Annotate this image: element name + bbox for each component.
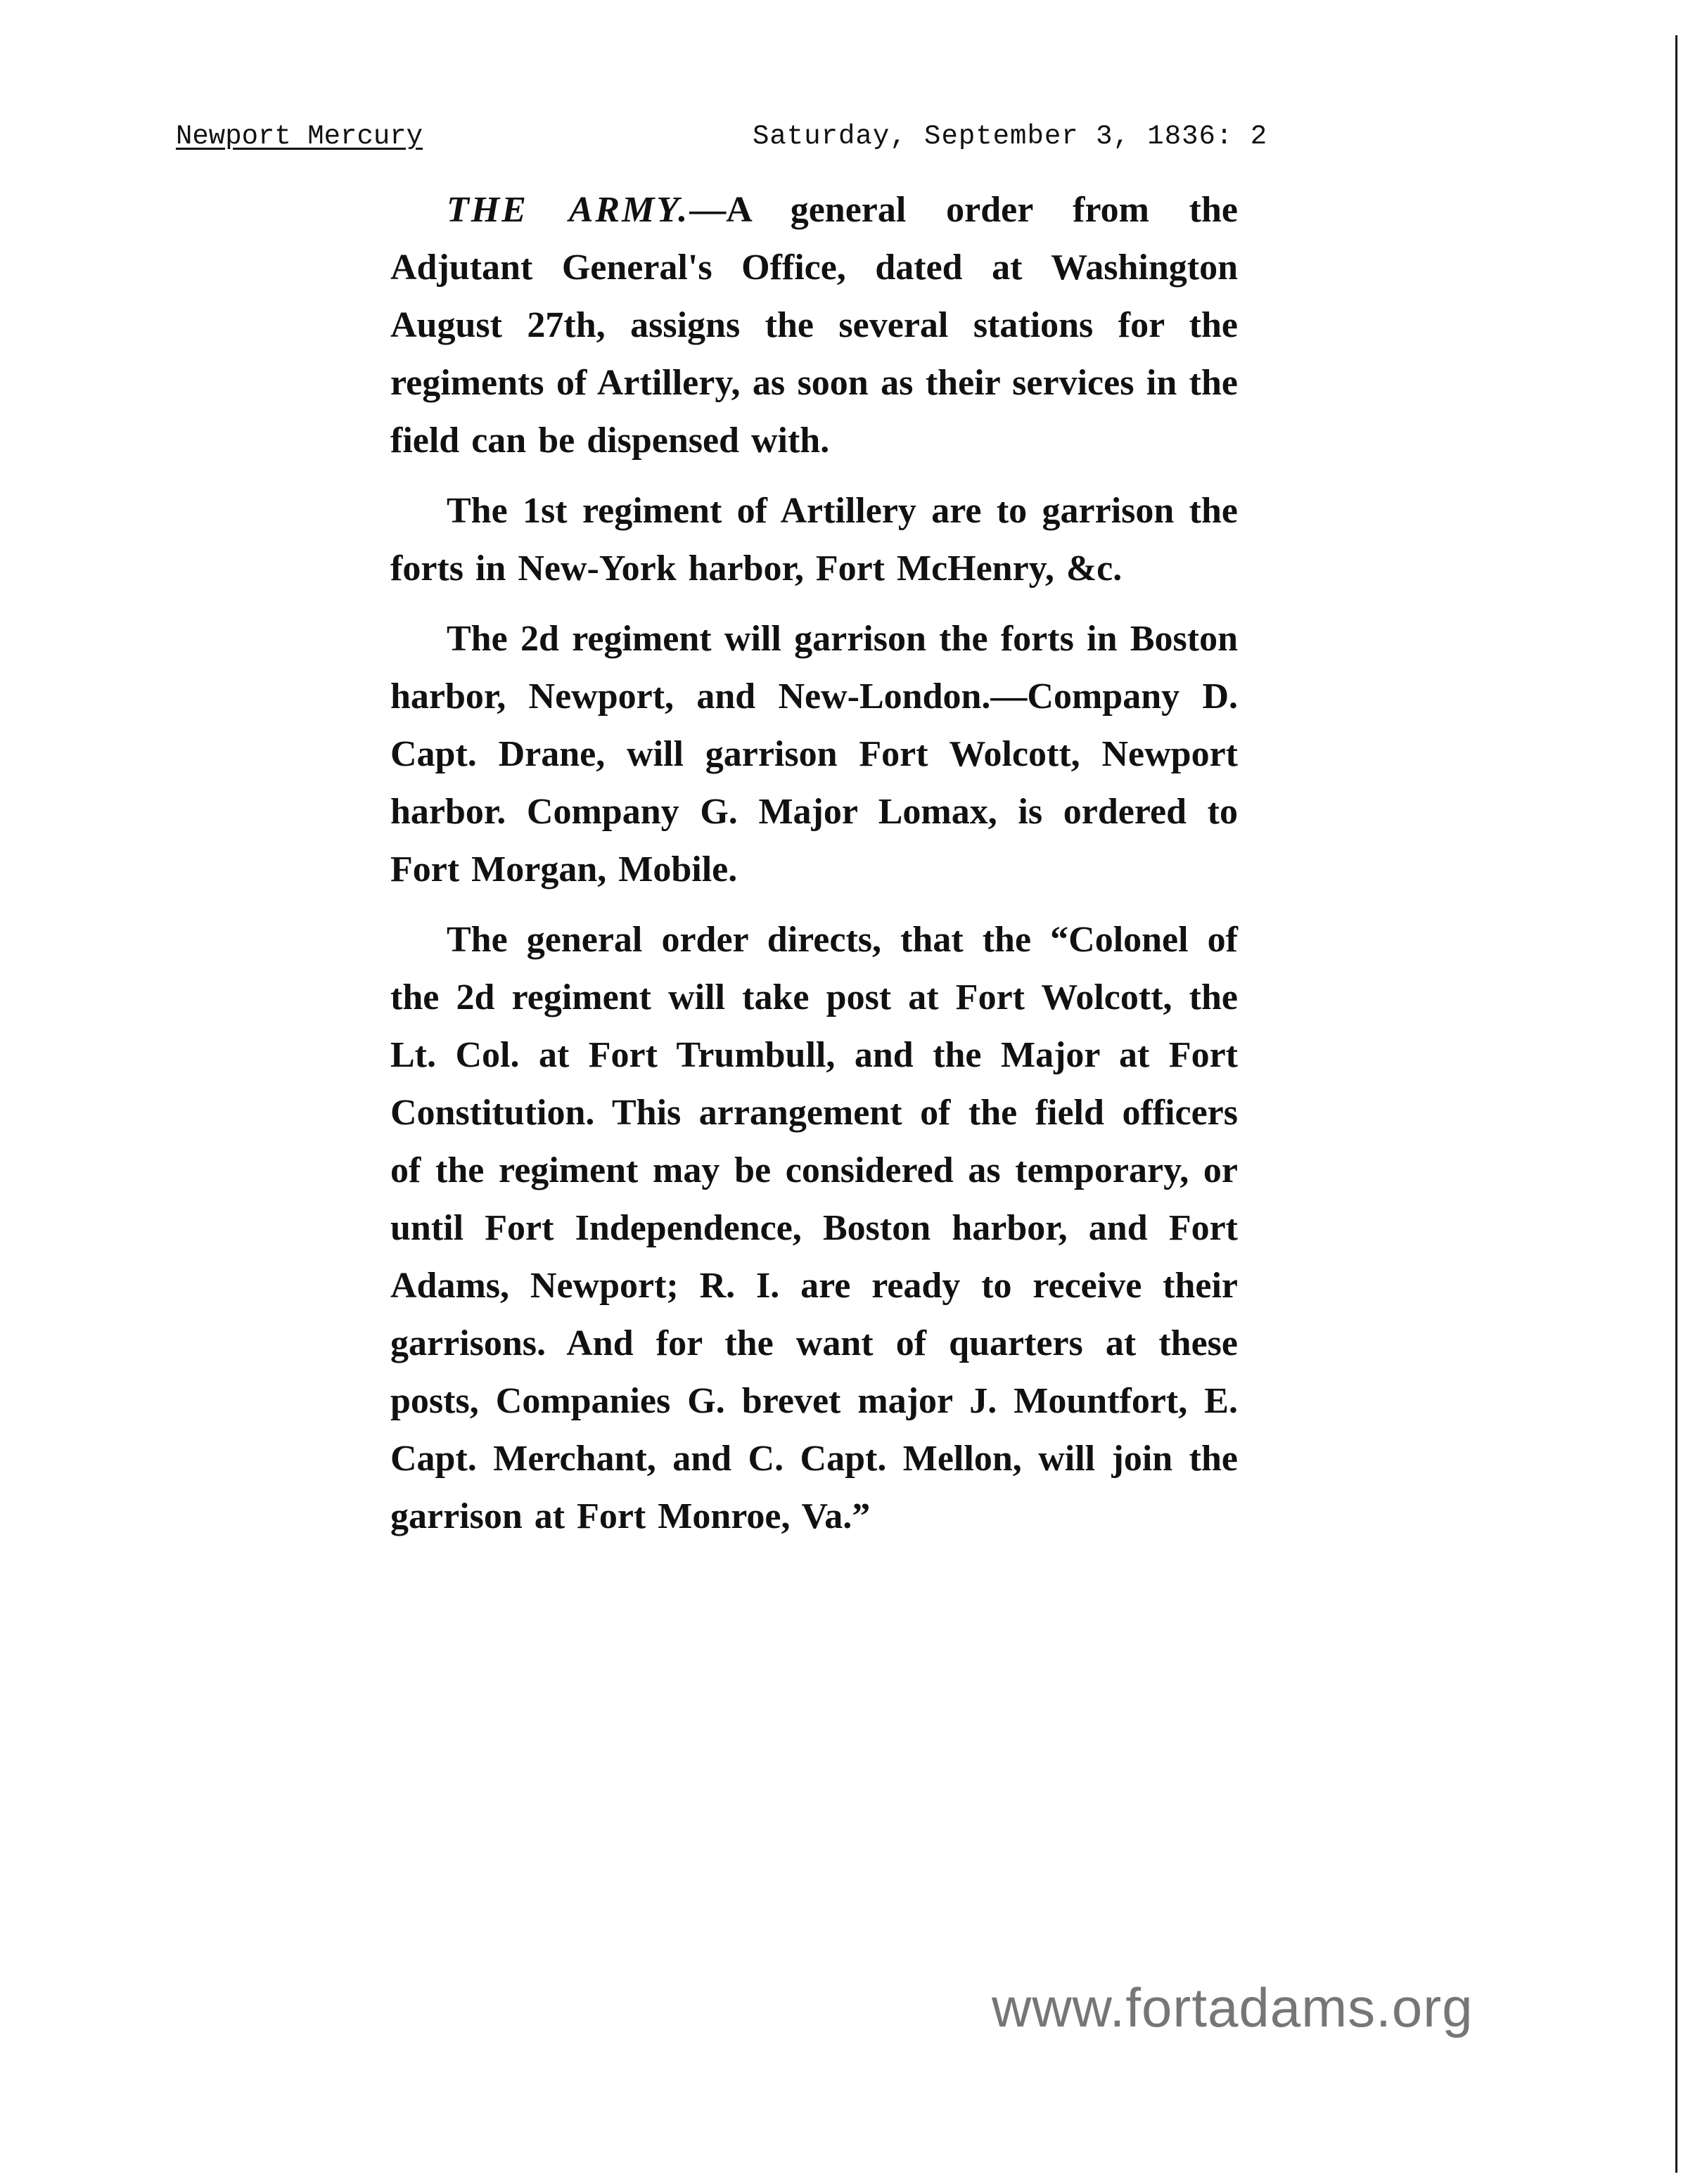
- page-edge-rule: [1675, 35, 1677, 2173]
- article-paragraph-3: The 2d regiment will garrison the forts in Boston harbor, Newport, and New-London.—Company D. Capt. Drane, will garrison Fort Wolcott, Newport harbor. Company G. Major Lomax, is ordered to Fort Morgan, Mobile.: [390, 619, 1238, 889]
- article-body: [390, 181, 1238, 1558]
- article-paragraph-1: [390, 181, 1238, 470]
- page-header: [176, 121, 1372, 163]
- article-headline: THE ARMY.: [447, 190, 690, 230]
- publication-name: Newport Mercury: [176, 121, 423, 152]
- publication-date: Saturday, September 3, 1836: 2: [753, 121, 1268, 152]
- website-watermark: www.fortadams.org: [992, 1977, 1473, 2038]
- paragraph-text: —A general order from the Adjutant General's Office, dated at Washington August 27th, assigns the several stations for the regiments of Artillery, as soon as their services in the field can be dispensed with.: [390, 190, 1238, 461]
- article-paragraph-2: The 1st regiment of Artillery are to garrison the forts in New-York harbor, Fort McHenry, &c.: [390, 491, 1238, 589]
- article-paragraph-4: The general order directs, that the “Colonel of the 2d regiment will take post at Fort Wolcott, the Lt. Col. at Fort Trumbull, and the Major at Fort Constitution. This arrangement of the field officers of the regiment may be considered as temporary, or until Fort Independence, Boston harbor, and Fort Adams, Newport; R. I. are ready to receive their garrisons. And for the want of quarters at these posts, Companies G. brevet major J. Mountfort, E. Capt. Merchant, and C. Capt. Mellon, will join the garrison at Fort Monroe, Va.”: [390, 920, 1238, 1536]
